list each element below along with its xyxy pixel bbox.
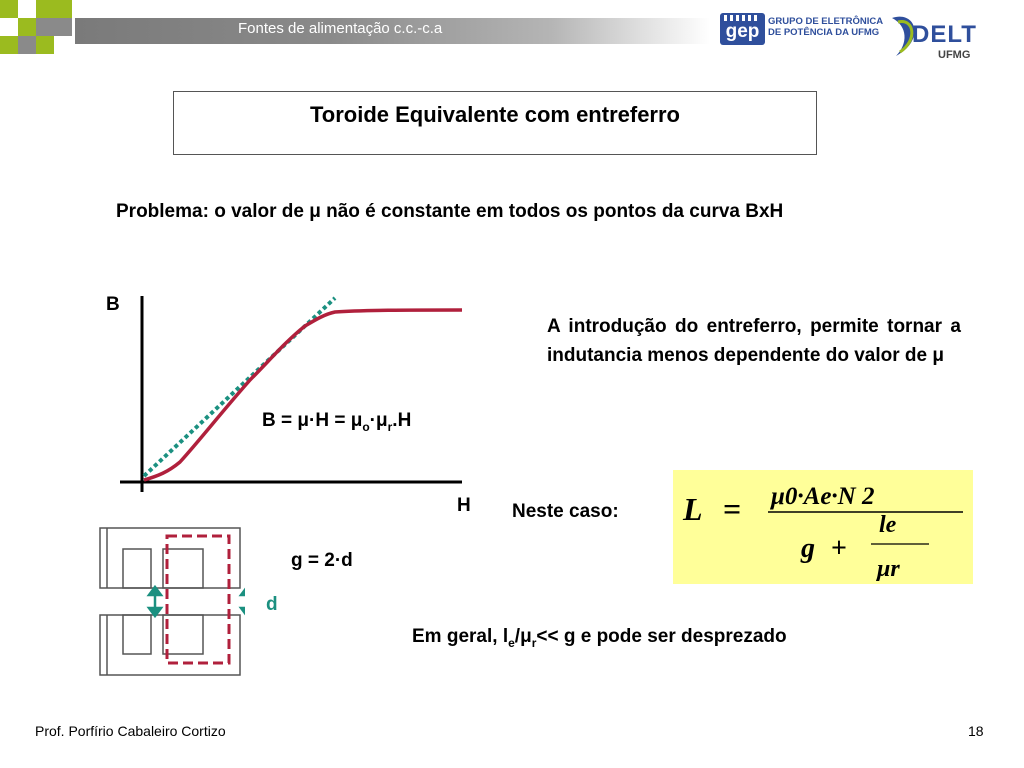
gep-group-name: GRUPO DE ELETRÔNICA DE POTÊNCIA DA UFMG	[768, 16, 884, 38]
gap-length-label: d	[266, 594, 278, 615]
permeability-equation: $B = \mu\cdot H = \mu_o\cdot\mu_r.H$	[262, 410, 412, 434]
svg-text:g: g	[801, 533, 815, 564]
page-number: 18	[968, 723, 984, 739]
y-axis-label: B	[106, 294, 120, 315]
bh-curve	[144, 310, 462, 480]
header-title: Fontes de alimentação c.c.-c.a	[238, 20, 443, 37]
formula-prefix: Neste caso:	[512, 501, 619, 522]
intro-paragraph: A introdução do entreferro, permite tornar a indutancia menos dependente do valor de μ	[547, 316, 961, 366]
gap-arrow-right	[241, 587, 245, 616]
svg-text:L: L	[683, 491, 703, 527]
ufmg-logo-text: UFMG	[938, 49, 971, 61]
x-axis-label: H	[457, 495, 471, 516]
bh-curve-graph	[110, 290, 470, 500]
gap-equation: g = 2·d	[291, 550, 353, 571]
svg-text:μ0·Ae·N 2: μ0·Ae·N 2	[771, 483, 875, 510]
gap-arrow-left	[149, 587, 161, 616]
svg-text:+: +	[831, 533, 847, 564]
svg-text:=: =	[723, 491, 742, 527]
equivalent-core-dashed-outline	[167, 536, 229, 663]
gep-logo: gep	[720, 13, 765, 45]
svg-text:le: le	[879, 512, 897, 538]
slide-title: Toroide Equivalente com entreferro	[309, 102, 680, 127]
problem-statement: Problema: o valor de μ não é constante em todos os pontos da curva BxH	[116, 201, 784, 222]
approximation-note: Em geral, $l_e/\mu_r<< g$ e pode ser desprezado	[412, 626, 787, 650]
svg-text:DELT: DELT	[912, 21, 977, 48]
core-with-gap-diagram	[95, 525, 245, 680]
svg-text:μr: μr	[877, 556, 900, 582]
gep-logo-decoration	[722, 14, 763, 22]
inductance-formula	[673, 470, 973, 584]
footer-author: Prof. Porfírio Cabaleiro Cortizo	[35, 723, 226, 739]
inductance-formula-box	[673, 470, 973, 584]
